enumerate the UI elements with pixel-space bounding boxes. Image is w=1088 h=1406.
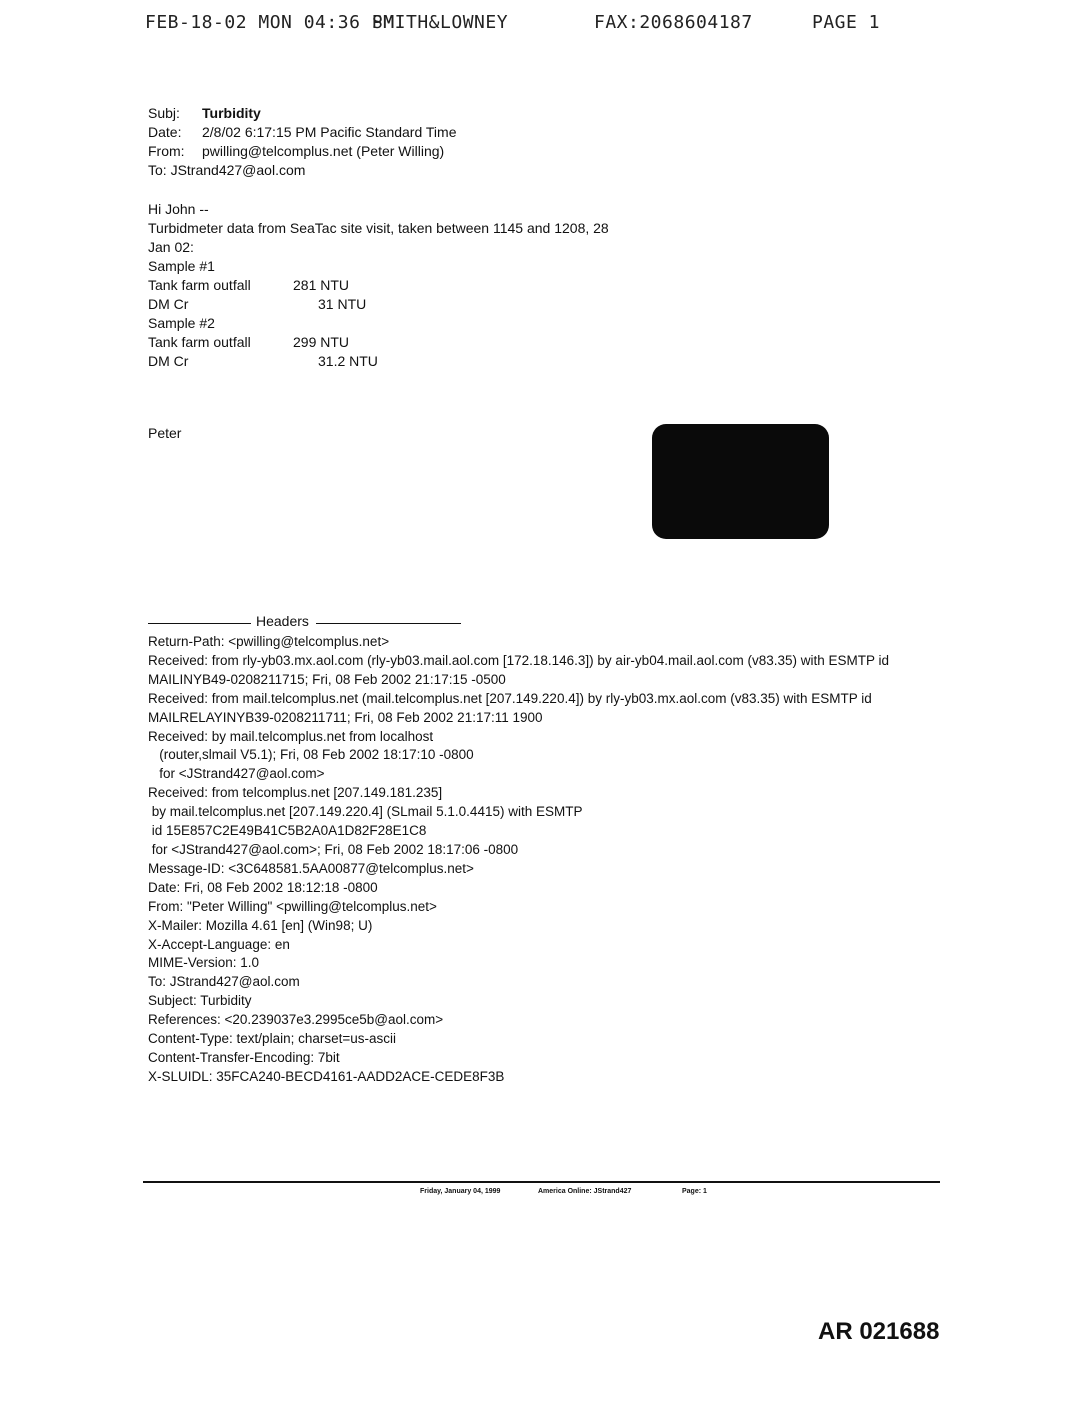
to-label: To:	[148, 162, 167, 178]
subject-label: Subj:	[148, 105, 180, 121]
header-line: (router,slmail V5.1); Fri, 08 Feb 2002 18:17:10 -0800	[148, 747, 474, 763]
print-footer	[420, 1188, 740, 1202]
header-line: From: "Peter Willing" <pwilling@telcomplus.net>	[148, 898, 437, 914]
measurement-value: 281 NTU	[293, 277, 350, 293]
measurement-row	[148, 295, 609, 314]
measurement-label: DM Cr	[148, 353, 189, 369]
fax-number: FAX:2068604187	[594, 12, 753, 33]
header-line: Received: by mail.telcomplus.net from localhost	[148, 728, 434, 744]
measurement-value: 31 NTU	[318, 296, 367, 312]
header-line: for <JStrand427@aol.com>; Fri, 08 Feb 2002 18:17:06 -0800	[148, 841, 519, 857]
fax-transmission-header	[0, 12, 1088, 40]
date-row	[148, 123, 456, 142]
from-label: From:	[148, 143, 185, 159]
header-line: MIME-Version: 1.0	[148, 955, 260, 971]
subject-value: Turbidity	[202, 105, 261, 121]
header-line: Subject: Turbidity	[148, 993, 252, 1009]
greeting: Hi John --	[148, 201, 209, 217]
header-line: Message-ID: <3C648581.5AA00877@telcomplus.net>	[148, 860, 474, 876]
measurement-value: 31.2 NTU	[318, 353, 378, 369]
divider-rule	[316, 623, 461, 624]
header-line: by mail.telcomplus.net [207.149.220.4] (SLmail 5.1.0.4415) with ESMTP	[148, 804, 583, 820]
fax-page: PAGE 1	[812, 12, 881, 33]
header-line: Content-Type: text/plain; charset=us-ascii	[148, 1031, 396, 1047]
to-row	[148, 161, 456, 180]
divider-rule	[148, 623, 251, 624]
from-value: pwilling@telcomplus.net (Peter Willing)	[202, 143, 445, 159]
header-line: X-Accept-Language: en	[148, 936, 290, 952]
intro-line: Jan 02:	[148, 239, 194, 255]
headers-list	[148, 633, 978, 1087]
fax-sender: SMITH&LOWNEY	[372, 12, 509, 33]
footer-page: Page: 1	[682, 1188, 707, 1195]
fax-date-time: FEB-18-02 MON 04:36 PM	[145, 12, 395, 33]
header-line: Received: from mail.telcomplus.net (mail.telcomplus.net [207.149.220.4]) by rly-yb03.mx.aol.com (v83.35) with ESMTP id	[148, 690, 872, 706]
subject-row	[148, 104, 456, 123]
headers-title: Headers	[256, 613, 309, 629]
header-line: Content-Transfer-Encoding: 7bit	[148, 1049, 340, 1065]
footer-rule	[143, 1181, 940, 1183]
measurement-row	[148, 333, 609, 352]
measurement-label: Tank farm outfall	[148, 277, 251, 293]
sample-1-title: Sample #1	[148, 258, 215, 274]
email-meta	[148, 104, 456, 180]
header-line: To: JStrand427@aol.com	[148, 974, 300, 990]
date-value: 2/8/02 6:17:15 PM Pacific Standard Time	[202, 124, 457, 140]
header-line: Date: Fri, 08 Feb 2002 18:12:18 -0800	[148, 879, 378, 895]
measurement-value: 299 NTU	[293, 334, 350, 350]
bates-number: AR 021688	[818, 1318, 940, 1345]
intro-line: Turbidmeter data from SeaTac site visit, taken between 1145 and 1208, 28	[148, 220, 609, 236]
footer-date: Friday, January 04, 1999	[420, 1188, 501, 1195]
header-line: Received: from telcomplus.net [207.149.181.235]	[148, 785, 443, 801]
header-line: Return-Path: <pwilling@telcomplus.net>	[148, 634, 390, 649]
signature: Peter	[148, 425, 182, 441]
header-line: for <JStrand427@aol.com>	[148, 766, 325, 782]
sample-2-title: Sample #2	[148, 315, 215, 331]
redaction-block	[652, 424, 829, 539]
measurement-label: DM Cr	[148, 296, 189, 312]
from-row	[148, 142, 456, 161]
measurement-label: Tank farm outfall	[148, 334, 251, 350]
headers-divider	[148, 612, 463, 632]
measurement-row	[148, 352, 609, 371]
header-line: X-SLUIDL: 35FCA240-BECD4161-AADD2ACE-CEDE8F3B	[148, 1068, 505, 1084]
email-body	[148, 200, 609, 371]
to-value: JStrand427@aol.com	[170, 162, 306, 178]
header-line: X-Mailer: Mozilla 4.61 [en] (Win98; U)	[148, 917, 373, 933]
date-label: Date:	[148, 124, 182, 140]
header-line: Received: from rly-yb03.mx.aol.com (rly-yb03.mail.aol.com [172.18.146.3]) by air-yb04.mail.aol.com (v83.35) with ESMTP id	[148, 652, 890, 668]
header-line: MAILINYB49-0208211715; Fri, 08 Feb 2002 21:17:15 -0500	[148, 671, 506, 687]
header-line: id 15E857C2E49B41C5B2A0A1D82F28E1C8	[148, 823, 427, 839]
measurement-row	[148, 276, 609, 295]
header-line: References: <20.239037e3.2995ce5b@aol.com>	[148, 1012, 444, 1028]
header-line: MAILRELAYINYB39-0208211711; Fri, 08 Feb 2002 21:17:11 1900	[148, 709, 543, 725]
footer-service: America Online: JStrand427	[538, 1188, 632, 1195]
